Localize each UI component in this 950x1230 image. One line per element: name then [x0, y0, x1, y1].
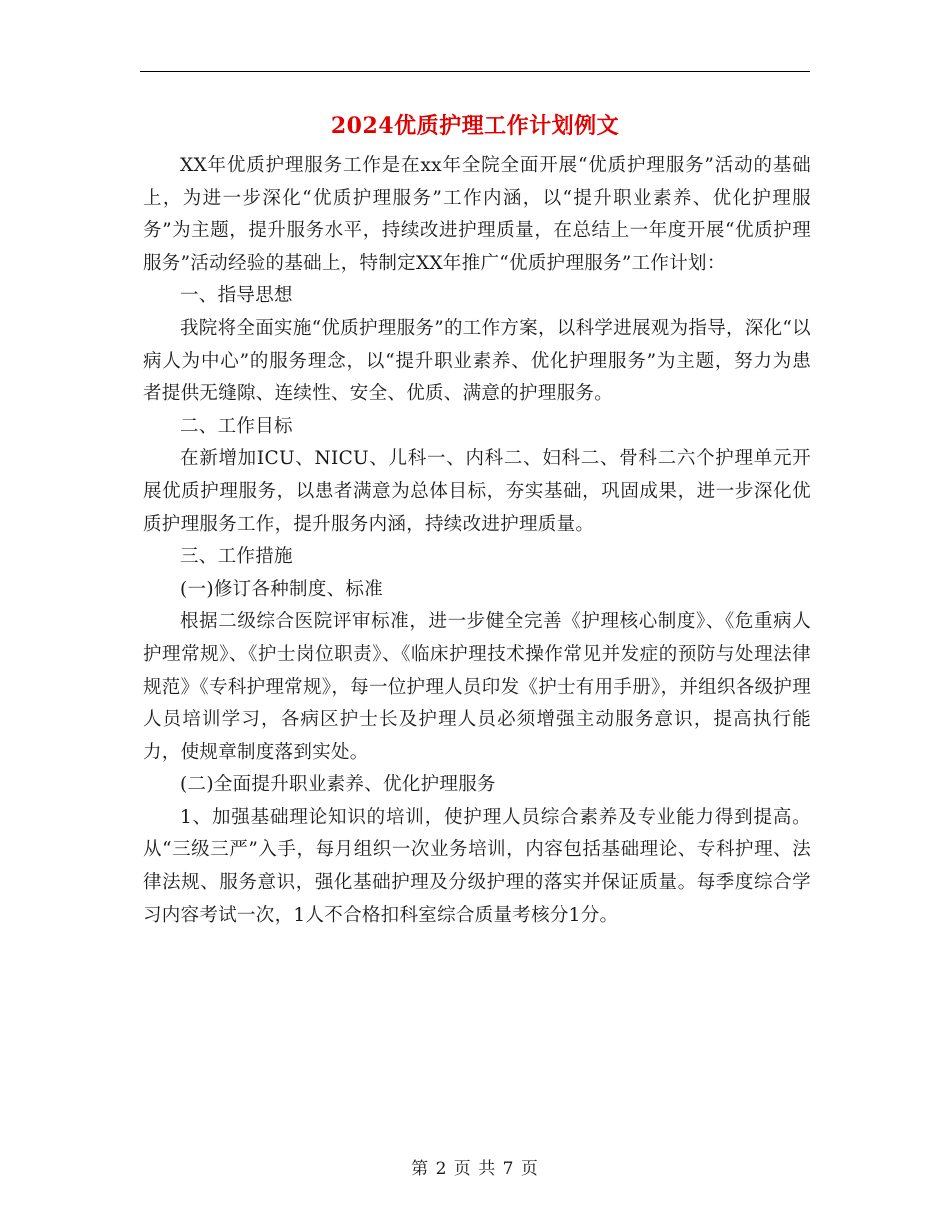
header-rule [140, 71, 810, 72]
heading-guiding-ideology: 一、指导思想 [180, 285, 293, 307]
paragraph-guiding-ideology: 我院将全面实施“优质护理服务”的工作方案，以科学进展观为指导，深化“以病人为中心”的服务理念，以“提升职业素养、优化护理服务”为主题，努力为患者提供无缝隙、连续性、安全、优质、满意的护理服务。 [143, 317, 811, 405]
heading-work-measures: 三、工作措施 [180, 546, 293, 568]
paragraph-intro: XX年优质护理服务工作是在xx年全院全面开展“优质护理服务”活动的基础上，为进一步深化“优质护理服务”工作内涵，以“提升职业素养、优化护理服务”为主题，提升服务水平，持续改进护理质量，在总结上一年度开展“优质护理服务”活动经验的基础上，特制定XX年推广“优质护理服务”工作计划： [143, 155, 811, 274]
heading-work-goals: 二、工作目标 [180, 415, 293, 437]
page-number-label: 第 2 页 共 7 页 [411, 1159, 539, 1179]
paragraph-work-goals: 在新增加ICU、NICU、儿科一、内科二、妇科二、骨科二六个护理单元开展优质护理服务，以患者满意为总体目标，夯实基础，巩固成果，进一步深化优质护理服务工作，提升服务内涵，持续改进护理质量。 [143, 448, 811, 535]
subheading-improve-literacy: (二)全面提升职业素养、优化护理服务 [180, 774, 496, 796]
paragraph-revise-systems: 根据二级综合医院评审标准，进一步健全完善《护理核心制度》、《危重病人护理常规》、《护士岗位职责》、《临床护理技术操作常见并发症的预防与处理法律规范》《专科护理常规》，每一位护理人员印发《护士有用手册》，并组织各级护理人员培训学习，各病区护士长及护理人员必须增强主动服务意识，提高执行能力，使规章制度落到实处。 [143, 611, 811, 763]
document-title: 2024优质护理工作计划例文 [330, 113, 620, 139]
page-footer [140, 1154, 810, 1179]
paragraph-training: 1、加强基础理论知识的培训，使护理人员综合素养及专业能力得到提高。从“三级三严”入手，每月组织一次业务培训，内容包括基础理论、专科护理、法律法规、服务意识，强化基础护理及分级护理的落实并保证质量。每季度综合学习内容考试一次，1人不合格扣科室综合质量考核分1分。 [143, 806, 811, 926]
subheading-revise-systems: (一)修订各种制度、标准 [180, 578, 384, 600]
document-body [143, 150, 811, 932]
